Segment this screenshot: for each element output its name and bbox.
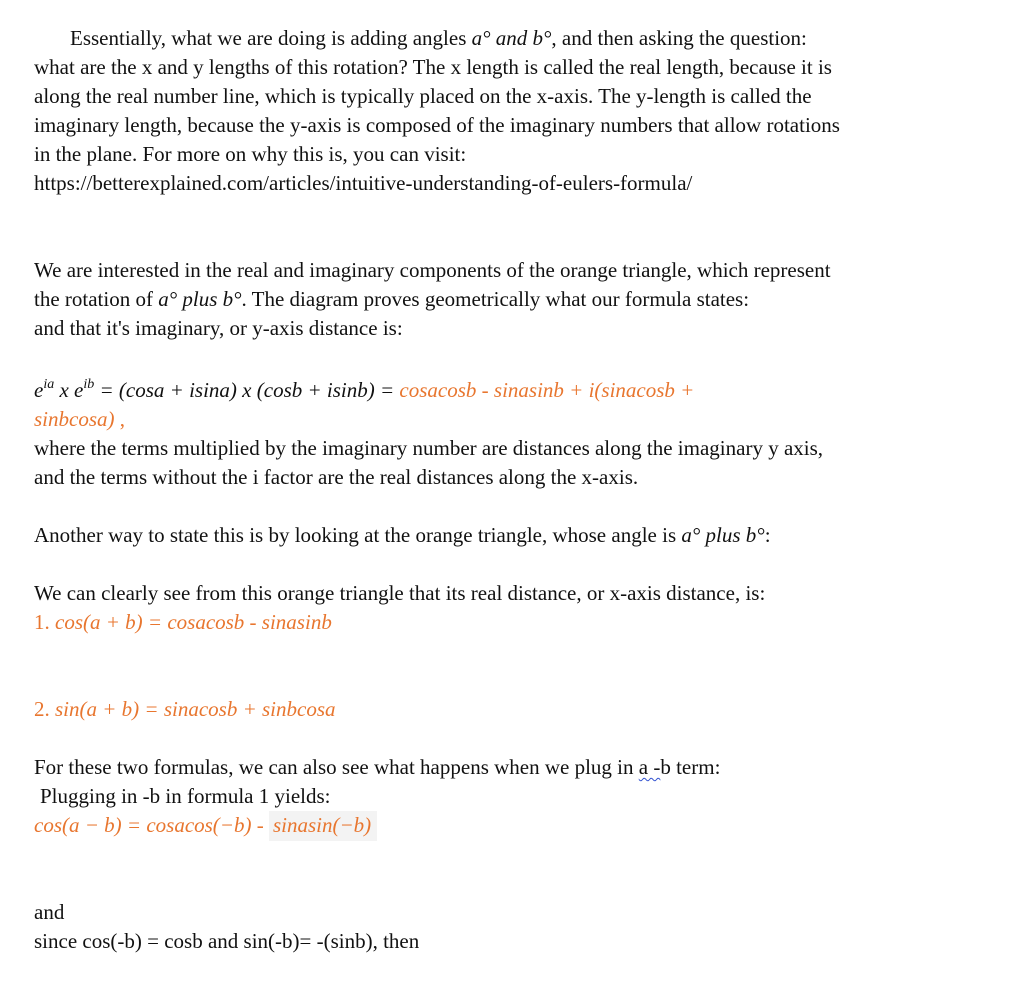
exponent-ib: ib [83,377,95,392]
equation-explanation-line-2: and the terms without the i factor are the real distances along the x-axis. [34,465,639,489]
formula-cos-difference: cos(a − b) = cosacos(−b) - [34,813,269,837]
paragraph-7-line-2: since cos(-b) = cosb and sin(-b)= -(sinb), then [34,929,420,953]
formula-cos-sum: cos(a + b) = cosacosb - sinasinb [55,610,332,634]
paragraph-2-line-3: and that it's imaginary, or y-axis distance is: [34,316,403,340]
formula-number: 2. [34,697,55,721]
math-angles: a° plus b° [681,523,765,547]
text: Another way to state this is by looking at the orange triangle, whose angle is [34,523,682,547]
spacer [34,198,1006,256]
text: the rotation of [34,287,159,311]
paragraph-1-line-3: along the real number line, which is typically placed on the x-axis. The y-length is called the [34,84,812,108]
formula-highlighted-term: sinasin(−b) [269,811,377,841]
formula-3 [34,811,1006,840]
paragraph-6-line-2: Plugging in -b in formula 1 yields: [40,784,331,808]
grammar-flag[interactable]: a - [638,755,661,779]
formula-1 [34,608,1006,637]
math-times: x [54,378,75,402]
math-e: e [34,378,44,402]
paragraph-4-line-1: We can clearly see from this orange triangle that its real distance, or x-axis distance, is: [34,581,766,605]
paragraph-2-line-1: We are interested in the real and imaginary components of the orange triangle, which represent [34,258,831,282]
text: For these two formulas, we can also see what happens when we plug in [34,755,639,779]
paragraph-1-line-5: in the plane. For more on why this is, you can visit: [34,142,467,166]
paragraph-1-line-1 [34,24,1006,53]
spacer [34,343,1006,372]
spacer [34,724,1006,753]
euler-equation-line-1 [34,376,1006,405]
equation-explanation-line-1: where the terms multiplied by the imaginary number are distances along the imaginary y axis, [34,436,824,460]
paragraph-6-line-1 [34,753,1006,782]
punctuation: , [114,407,125,431]
spacer [34,840,1006,898]
text: b term: [660,755,721,779]
math-e: e [74,378,84,402]
formula-number: 1. [34,610,55,634]
text: : [764,523,771,547]
text: , and then asking the question: [551,26,807,50]
math-result-continued: sinbcosa) [34,407,115,431]
spacer [34,492,1006,521]
paragraph-7-line-1: and [34,900,65,924]
paragraph-2-line-2 [34,285,1006,314]
formula-sin-sum: sin(a + b) = sinacosb + sinbcosa [55,697,336,721]
paragraph-1-line-2: what are the x and y lengths of this rotation? The x length is called the real length, because it is [34,55,832,79]
formula-2 [34,695,1006,724]
paragraph-3-line-1 [34,521,1006,550]
spacer [34,637,1006,695]
text: Essentially, what we are doing is adding angles [70,26,472,50]
paragraph-1-line-4: imaginary length, because the y-axis is composed of the imaginary numbers that allow rotations [34,113,840,137]
spacer [34,550,1006,579]
math-angles: a° plus b° [158,287,242,311]
math-product: = (cosa + isina) x (cosb + isinb) = [94,378,400,402]
euler-equation-line-2 [34,405,1006,434]
document-body [34,24,1006,956]
math-result: cosacosb - sinasinb + i(sinacosb + [399,378,695,402]
math-angles: a° and b° [471,26,552,50]
exponent-ia: ia [43,377,55,392]
text: . The diagram proves geometrically what our formula states: [241,287,750,311]
reference-url: https://betterexplained.com/articles/intuitive-understanding-of-eulers-formula/ [34,171,693,195]
